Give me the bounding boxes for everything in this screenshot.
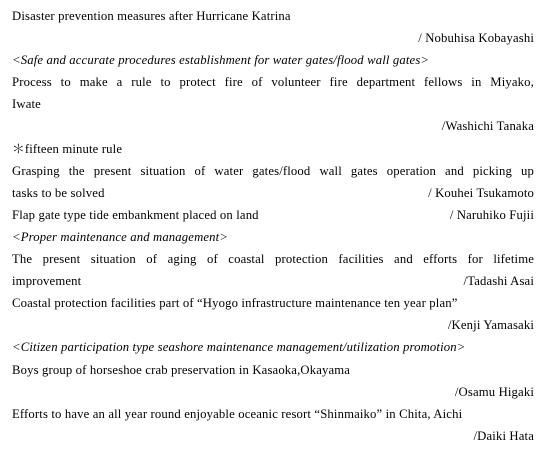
section-heading: <Citizen participation type seashore maintenance management/utilization promotion>	[12, 340, 466, 355]
article-title: The present situation of aging of coastal protection facilities and efforts for lifetime	[12, 252, 534, 267]
article-author: / Nobuhisa Kobayashi	[418, 31, 534, 46]
article-author: /Tadashi Asai	[463, 274, 534, 289]
article-row	[12, 270, 534, 292]
article-title: Grasping the present situation of water gates/flood wall gates operation and picking up	[12, 163, 534, 178]
article-title: Disaster prevention measures after Hurricane Katrina	[12, 9, 291, 23]
article-row	[12, 204, 534, 226]
section-heading: <Safe and accurate procedures establishment for water gates/flood wall gates>	[12, 53, 430, 68]
article-note: ＊fifteen minute rule	[12, 141, 123, 156]
article-title-continued: tasks to be solved	[12, 185, 105, 200]
article-title: Flap gate type tide embankment placed on land	[12, 207, 259, 222]
article-title: Boys group of horseshoe crab preservation in Kasaoka,Okayama	[12, 362, 351, 377]
contents-page	[12, 5, 534, 447]
article-title: Process to make a rule to protect fire of volunteer fire department fellows in Miyako,	[12, 75, 534, 90]
article-author: /Kenji Yamasaki	[447, 318, 534, 333]
article-title: Efforts to have an all year round enjoyable oceanic resort “Shinmaiko” in Chita, Aichi	[12, 406, 463, 421]
article-title-continued: improvement	[12, 274, 82, 289]
article-row	[12, 182, 534, 204]
article-author: /Osamu Higaki	[454, 384, 534, 399]
article-title: Coastal protection facilities part of “Hyogo infrastructure maintenance ten year plan”	[12, 296, 458, 311]
article-author: / Kouhei Tsukamoto	[428, 185, 534, 200]
article-author: /Washichi Tanaka	[441, 119, 534, 134]
article-author: / Naruhiko Fujii	[449, 207, 534, 222]
article-author: /Daiki Hata	[473, 428, 534, 443]
section-heading: <Proper maintenance and management>	[12, 229, 229, 244]
article-title-continued: Iwate	[12, 97, 41, 112]
